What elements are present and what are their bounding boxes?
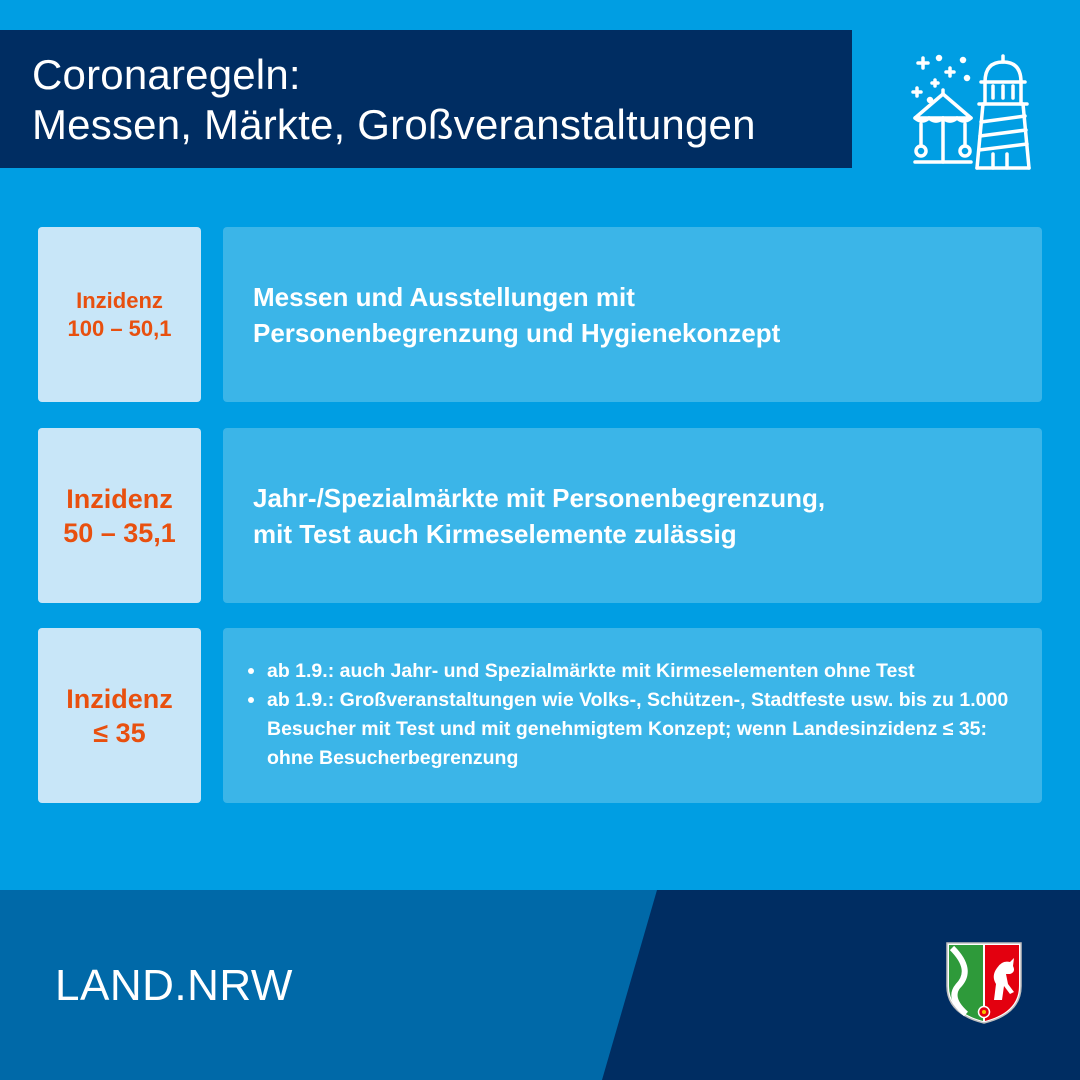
rule-text-box xyxy=(223,227,1042,402)
rule-bullet-list xyxy=(245,657,1022,773)
incidence-label: Inzidenz xyxy=(76,287,163,313)
rule-row-1 xyxy=(38,227,1042,402)
page-title-line-2: Messen, Märkte, Großveranstaltungen xyxy=(32,101,756,148)
incidence-box xyxy=(38,428,201,603)
title-bar xyxy=(0,30,852,168)
incidence-range: ≤ 35 xyxy=(93,717,146,748)
rule-text-line-1: Messen und Ausstellungen mit xyxy=(253,281,635,312)
incidence-box xyxy=(38,628,201,803)
incidence-label: Inzidenz xyxy=(66,483,173,514)
incidence-range: 50 – 35,1 xyxy=(63,517,176,548)
brand-logo-text: LAND.NRW xyxy=(55,961,293,1010)
page-title-line-1: Coronaregeln: xyxy=(32,51,301,98)
rule-text-line-1: Jahr-/Spezialmärkte mit Personenbegrenzung, xyxy=(253,482,826,513)
rule-row-2 xyxy=(38,428,1042,603)
rule-text-line-2: mit Test auch Kirmeselemente zulässig xyxy=(253,518,737,549)
rule-text-box xyxy=(223,428,1042,603)
incidence-label: Inzidenz xyxy=(66,683,173,714)
rule-row-3 xyxy=(38,628,1042,803)
incidence-range: 100 – 50,1 xyxy=(67,315,172,341)
rule-bullet-item: ab 1.9.: auch Jahr- und Spezialmärkte mit Kirmeselementen ohne Test xyxy=(245,657,1022,686)
rule-text-line-2: Personenbegrenzung und Hygienekonzept xyxy=(253,317,781,348)
rule-text-box xyxy=(223,628,1042,803)
rule-bullet-item: ab 1.9.: Großveranstaltungen wie Volks-, Schützen-, Stadtfeste usw. bis zu 1.000 Besucher mit Test und mit genehmigtem Konzept; wenn Landesinzidenz ≤ 35: ohne Besucherbegrenzung xyxy=(245,686,1022,773)
incidence-box xyxy=(38,227,201,402)
nrw-coat-of-arms-icon xyxy=(944,940,1024,1025)
fairground-icon xyxy=(905,50,1040,175)
